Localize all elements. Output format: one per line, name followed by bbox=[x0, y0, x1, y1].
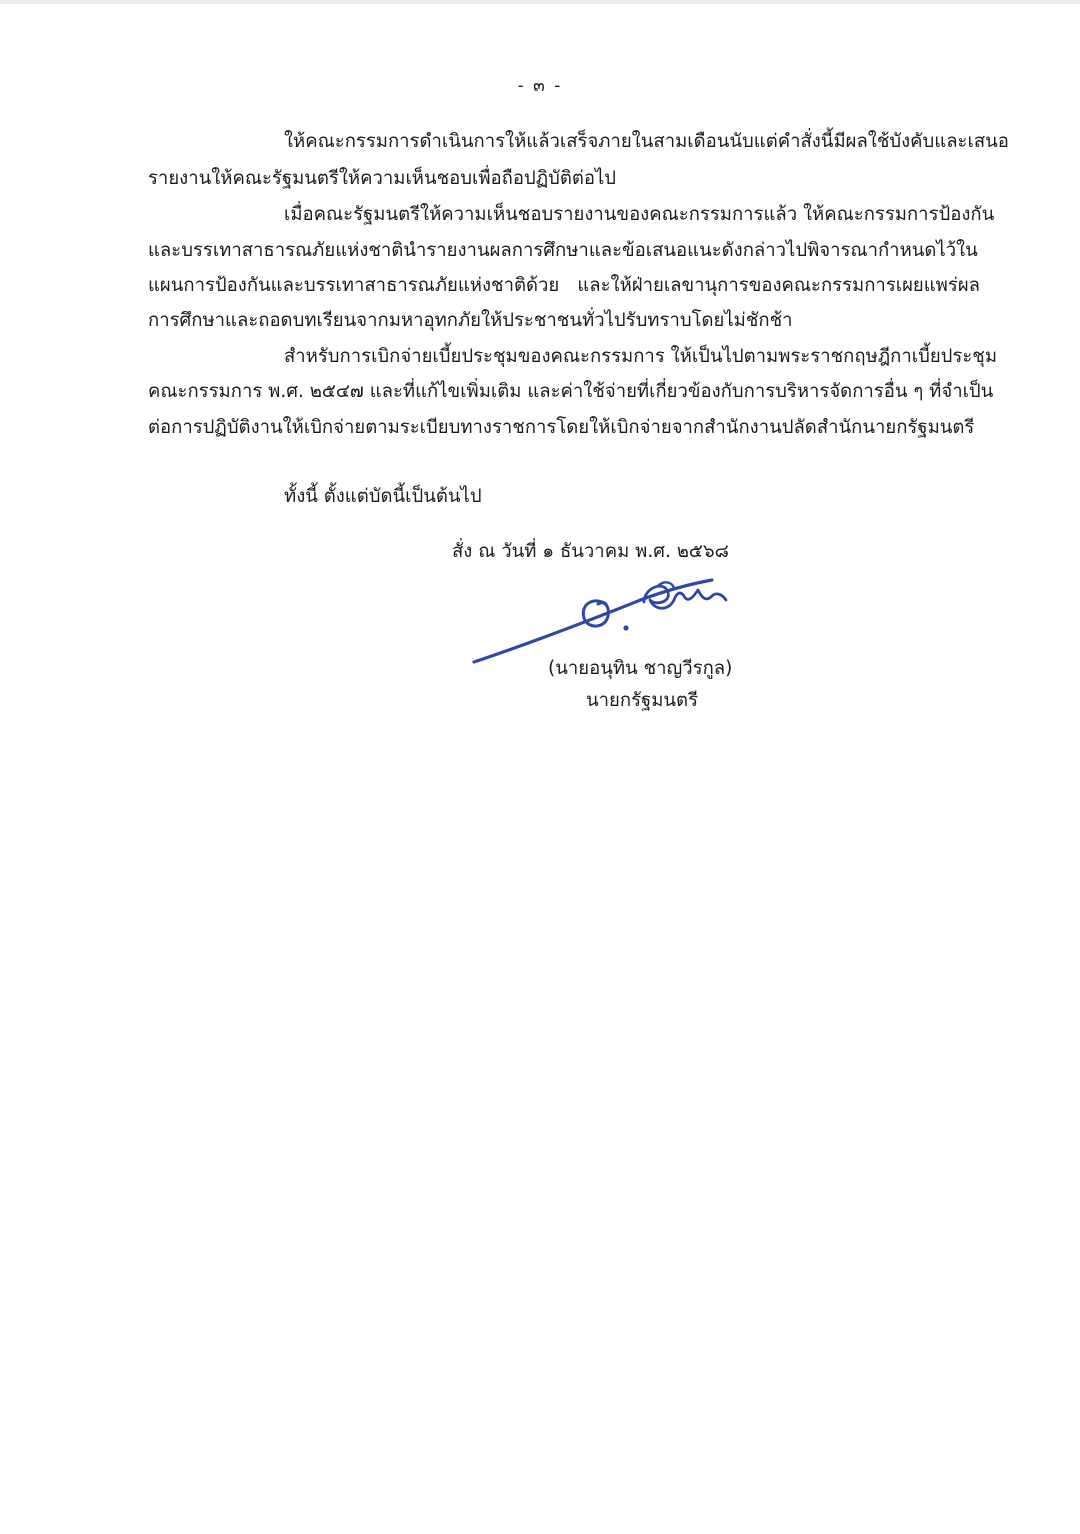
paragraph-2-line-2: และบรรเทาสาธารณภัยแห่งชาตินำรายงานผลการศึกษาและข้อเสนอแนะดังกล่าวไปพิจารณากำหนดไว้ใน bbox=[148, 240, 978, 261]
paragraph-2-line-4: การศึกษาและถอดบทเรียนจากมหาอุทกภัยให้ประชาชนทั่วไปรับทราบโดยไม่ชักช้า bbox=[148, 310, 793, 331]
order-date: สั่ง ณ วันที่ ๑ ธันวาคม พ.ศ. ๒๕๖๘ bbox=[452, 541, 729, 562]
signer-name: (นายอนุทิน ชาญวีรกูล) bbox=[548, 658, 733, 679]
paragraph-3-line-3: ต่อการปฏิบัติงานให้เบิกจ่ายตามระเบียบทางราชการโดยให้เบิกจ่ายจากสำนักงานปลัดสำนักนายกรัฐมนตรี bbox=[148, 417, 975, 438]
scan-edge bbox=[0, 0, 1080, 4]
signer-title: นายกรัฐมนตรี bbox=[586, 690, 699, 711]
paragraph-3-line-2: คณะกรรมการ พ.ศ. ๒๕๔๗ และที่แก้ไขเพิ่มเติม และค่าใช้จ่ายที่เกี่ยวข้องกับการบริหารจัดการอื่น ๆ ที่จำเป็น bbox=[148, 381, 994, 402]
effective-clause: ทั้งนี้ ตั้งแต่บัดนี้เป็นต้นไป bbox=[284, 486, 482, 507]
page-number: - ๓ - bbox=[517, 76, 563, 96]
paragraph-1-line-1: ให้คณะกรรมการดำเนินการให้แล้วเสร็จภายในสามเดือนนับแต่คำสั่งนี้มีผลใช้บังคับและเสนอ bbox=[284, 131, 1009, 152]
signature-image bbox=[468, 566, 738, 670]
paragraph-1-line-2: รายงานให้คณะรัฐมนตรีให้ความเห็นชอบเพื่อถือปฏิบัติต่อไป bbox=[148, 168, 617, 189]
paragraph-2-line-3: แผนการป้องกันและบรรเทาสาธารณภัยแห่งชาติด้วย และให้ฝ่ายเลขานุการของคณะกรรมการเผยแพร่ผล bbox=[148, 275, 980, 296]
paragraph-2-line-1: เมื่อคณะรัฐมนตรีให้ความเห็นชอบรายงานของคณะกรรมการแล้ว ให้คณะกรรมการป้องกัน bbox=[284, 204, 995, 225]
paragraph-3-line-1: สำหรับการเบิกจ่ายเบี้ยประชุมของคณะกรรมการ ให้เป็นไปตามพระราชกฤษฎีกาเบี้ยประชุม bbox=[284, 346, 998, 367]
